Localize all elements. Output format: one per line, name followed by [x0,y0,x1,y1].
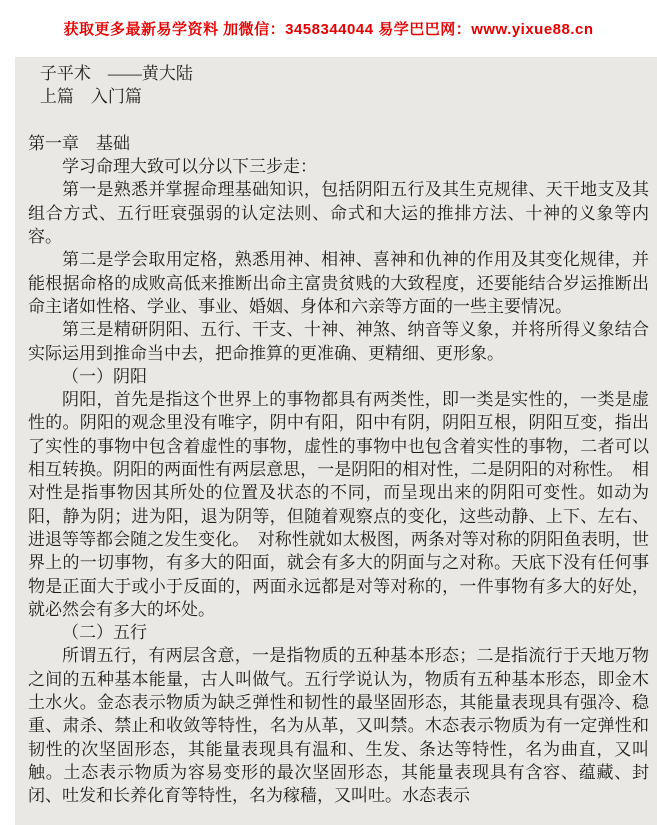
section-heading-wuxing: （二）五行 [62,623,147,643]
paragraph: 学习命理大致可以分以下三步走： [62,157,317,177]
section-heading-yinyang: （一）阴阳 [62,366,147,386]
promo-header [0,0,657,57]
page-body [15,57,657,825]
paragraph: 阴阳，首先是指这个世界上的事物都具有两类性，即一类是实性的，一类是虚性的。阴阳的观念里没有唯字，阴中有阳，阳中有阴，阴阳互根，阴阳互变，指出了实性的事物中包含着虚性的事物，虚性的事物中也包含着实性的事物，二者可以相互转换。阴阳的两面性有两层意思，一是阴阳的相对性，二是阴阳的对称性。 相对性是指事物因其所处的位置及状态的不同，而呈现出来的阴阳可变性。如动为阳，静为阴；进为阳，退为阴等，但随着观察点的变化，这些动静、上下、左右、进退等等都会随之发生变化。 对称性就如太极图，两条对等对称的阴阳鱼表明，世界上的一切事物，有多大的阳面，就会有多大的阴面与之对称。天底下没有任何事物是正面大于或小于反面的，两面永远都是对等对称的，一件事物有多大的好处，就必然会有多大的坏处。 [28,390,649,619]
document-subtitle: 上篇 入门篇 [39,87,142,107]
paragraph: 所谓五行，有两层含意，一是指物质的五种基本形态；二是指流行于天地万物之间的五种基本能量，古人叫做气。五行学说认为，物质有五种基本形态，即金木土水火。金态表示物质为缺乏弹性和韧性的最坚固形态，其能量表现具有强冷、稳重、肃杀、禁止和收敛等特性，名为从革，又叫禁。木态表示物质为有一定弹性和韧性的次坚固形态，其能量表现具有温和、生发、条达等特性，名为曲直，又叫触。土态表示物质为容易变形的最次坚固形态，其能量表现具有含容、蕴藏、封闭、吐发和长养化育等特性，名为稼穑，又叫吐。水态表示 [28,646,649,806]
paragraph: 第二是学会取用定格，熟悉用神、相神、喜神和仇神的作用及其变化规律，并能根据命格的成败高低来推断出命主富贵贫贱的大致程度，还要能结合岁运推断出命主诸如性格、学业、事业、婚姻、身体和六亲等方面的一些主要情况。 [28,250,649,316]
title-block [28,62,649,109]
promo-header-text: 获取更多最新易学资料 加微信：3458344044 易学巴巴网：www.yixue88.cn [63,21,594,38]
chapter-heading: 第一章 基础 [28,133,130,153]
document-title: 子平术 ——黄大陆 [39,64,193,83]
paragraph: 第三是精研阴阳、五行、干支、十神、神煞、纳音等义象，并将所得义象结合实际运用到推命当中去，把命推算的更准确、更精细、更形象。 [28,320,649,363]
paragraph: 第一是熟悉并掌握命理基础知识，包括阴阳五行及其生克规律、天干地支及其组合方式、五行旺衰强弱的认定法则、命式和大运的推排方法、十神的义象等内容。 [28,180,649,247]
